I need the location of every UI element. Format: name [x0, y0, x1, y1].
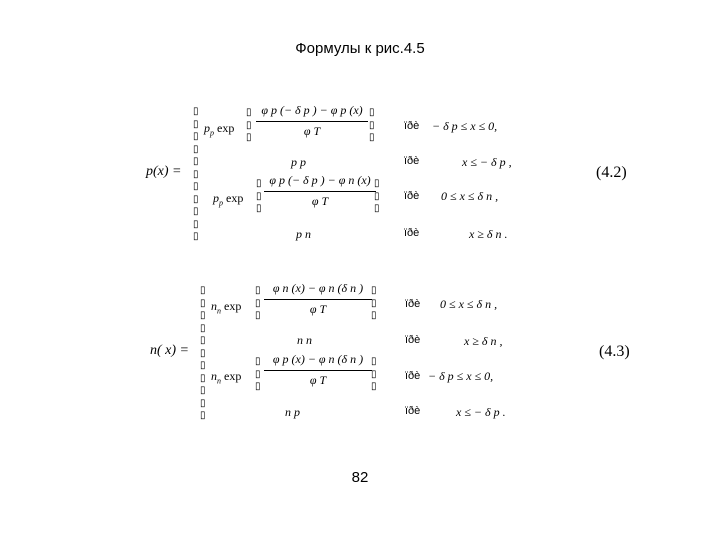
fraction-bar: [264, 191, 376, 192]
eq43-case2-condition: x ≥ δ n ,: [464, 334, 503, 348]
numerator: φ p (− δ p ) − φ n (x): [269, 173, 371, 187]
eq42-case1-bracket-right: ▯ ▯ ▯: [369, 107, 375, 143]
eq42-lhs: p(x) =: [146, 164, 182, 179]
eq43-case1-condition: 0 ≤ x ≤ δ n ,: [440, 297, 498, 311]
eq42-case1-condition: − δ p ≤ x ≤ 0,: [432, 119, 498, 133]
eq42-case1-fraction: [256, 103, 368, 139]
fraction-bar: [264, 370, 372, 371]
eq43-number: (4.3): [599, 343, 630, 360]
exp-function: exp: [224, 369, 242, 383]
eq42-case2-condition: x ≤ − δ p ,: [462, 155, 512, 169]
fraction-bar: [264, 299, 372, 300]
numerator: φ p (x) − φ n (δ n ): [272, 352, 364, 366]
eq43-case3-condition: − δ p ≤ x ≤ 0,: [428, 369, 494, 383]
denominator: φ T: [309, 373, 327, 387]
eq42-case3-lead: $p_p$ exp: [213, 191, 244, 208]
eq42-case4-cond-word: ïðè: [404, 227, 420, 239]
eq43-case1-bracket-left: ▯ ▯ ▯: [255, 285, 261, 321]
denominator: φ T: [311, 194, 329, 208]
eq42-case1-bracket-left: ▯ ▯ ▯: [246, 107, 252, 143]
eq42-case1-cond-word: ïðè: [404, 120, 420, 132]
denominator: φ T: [309, 302, 327, 316]
eq43-case4-condition: x ≤ − δ p .: [456, 405, 506, 419]
eq43-case4-value: n p: [285, 405, 300, 419]
eq43-case3-bracket-left: ▯ ▯ ▯: [255, 356, 261, 392]
eq43-case1-cond-word: ïðè: [405, 298, 421, 310]
eq42-number: (4.2): [596, 164, 627, 181]
numerator: φ n (x) − φ n (δ n ): [272, 281, 364, 295]
fraction-bar: [256, 121, 368, 122]
eq43-case3-lead: $n_n$ exp: [211, 369, 242, 386]
eq43-left-brace: ▯ ▯ ▯ ▯ ▯ ▯ ▯ ▯ ▯ ▯ ▯: [200, 285, 206, 421]
eq42-case4-value: p n: [296, 227, 311, 241]
eq43-case1-fraction: [264, 281, 372, 317]
eq42-case3-cond-word: ïðè: [404, 190, 420, 202]
eq43-case1-lead: $n_n$ exp: [211, 299, 242, 316]
eq42-case3-bracket-left: ▯ ▯ ▯: [256, 178, 262, 214]
eq43-case1-bracket-right: ▯ ▯ ▯: [371, 285, 377, 321]
eq42-case1-lead: $p_p$ exp: [204, 121, 235, 138]
eq42-left-brace: ▯ ▯ ▯ ▯ ▯ ▯ ▯ ▯ ▯ ▯ ▯: [193, 106, 199, 242]
page-title: Формулы к рис.4.5: [295, 40, 425, 57]
eq42-case3-bracket-right: ▯ ▯ ▯: [374, 178, 380, 214]
numerator: φ p (− δ p ) − φ p (x): [261, 103, 363, 117]
eq43-case4-cond-word: ïðè: [405, 405, 421, 417]
eq42-case3-condition: 0 ≤ x ≤ δ n ,: [441, 189, 499, 203]
eq42-case4-condition: x ≥ δ n .: [469, 227, 508, 241]
exp-function: exp: [224, 299, 242, 313]
page-number: 82: [351, 469, 369, 486]
eq43-lhs: n( x) =: [150, 343, 189, 358]
eq43-case2-cond-word: ïðè: [405, 334, 421, 346]
eq43-case2-value: n n: [297, 333, 312, 347]
eq42-case2-value: p p: [291, 155, 306, 169]
denominator: φ T: [303, 124, 321, 138]
eq43-case3-fraction: [264, 352, 372, 388]
exp-function: exp: [226, 191, 244, 205]
eq43-case3-bracket-right: ▯ ▯ ▯: [371, 356, 377, 392]
eq43-case3-cond-word: ïðè: [405, 370, 421, 382]
exp-function: exp: [217, 121, 235, 135]
eq42-case2-cond-word: ïðè: [404, 155, 420, 167]
eq42-case3-fraction: [264, 173, 376, 209]
